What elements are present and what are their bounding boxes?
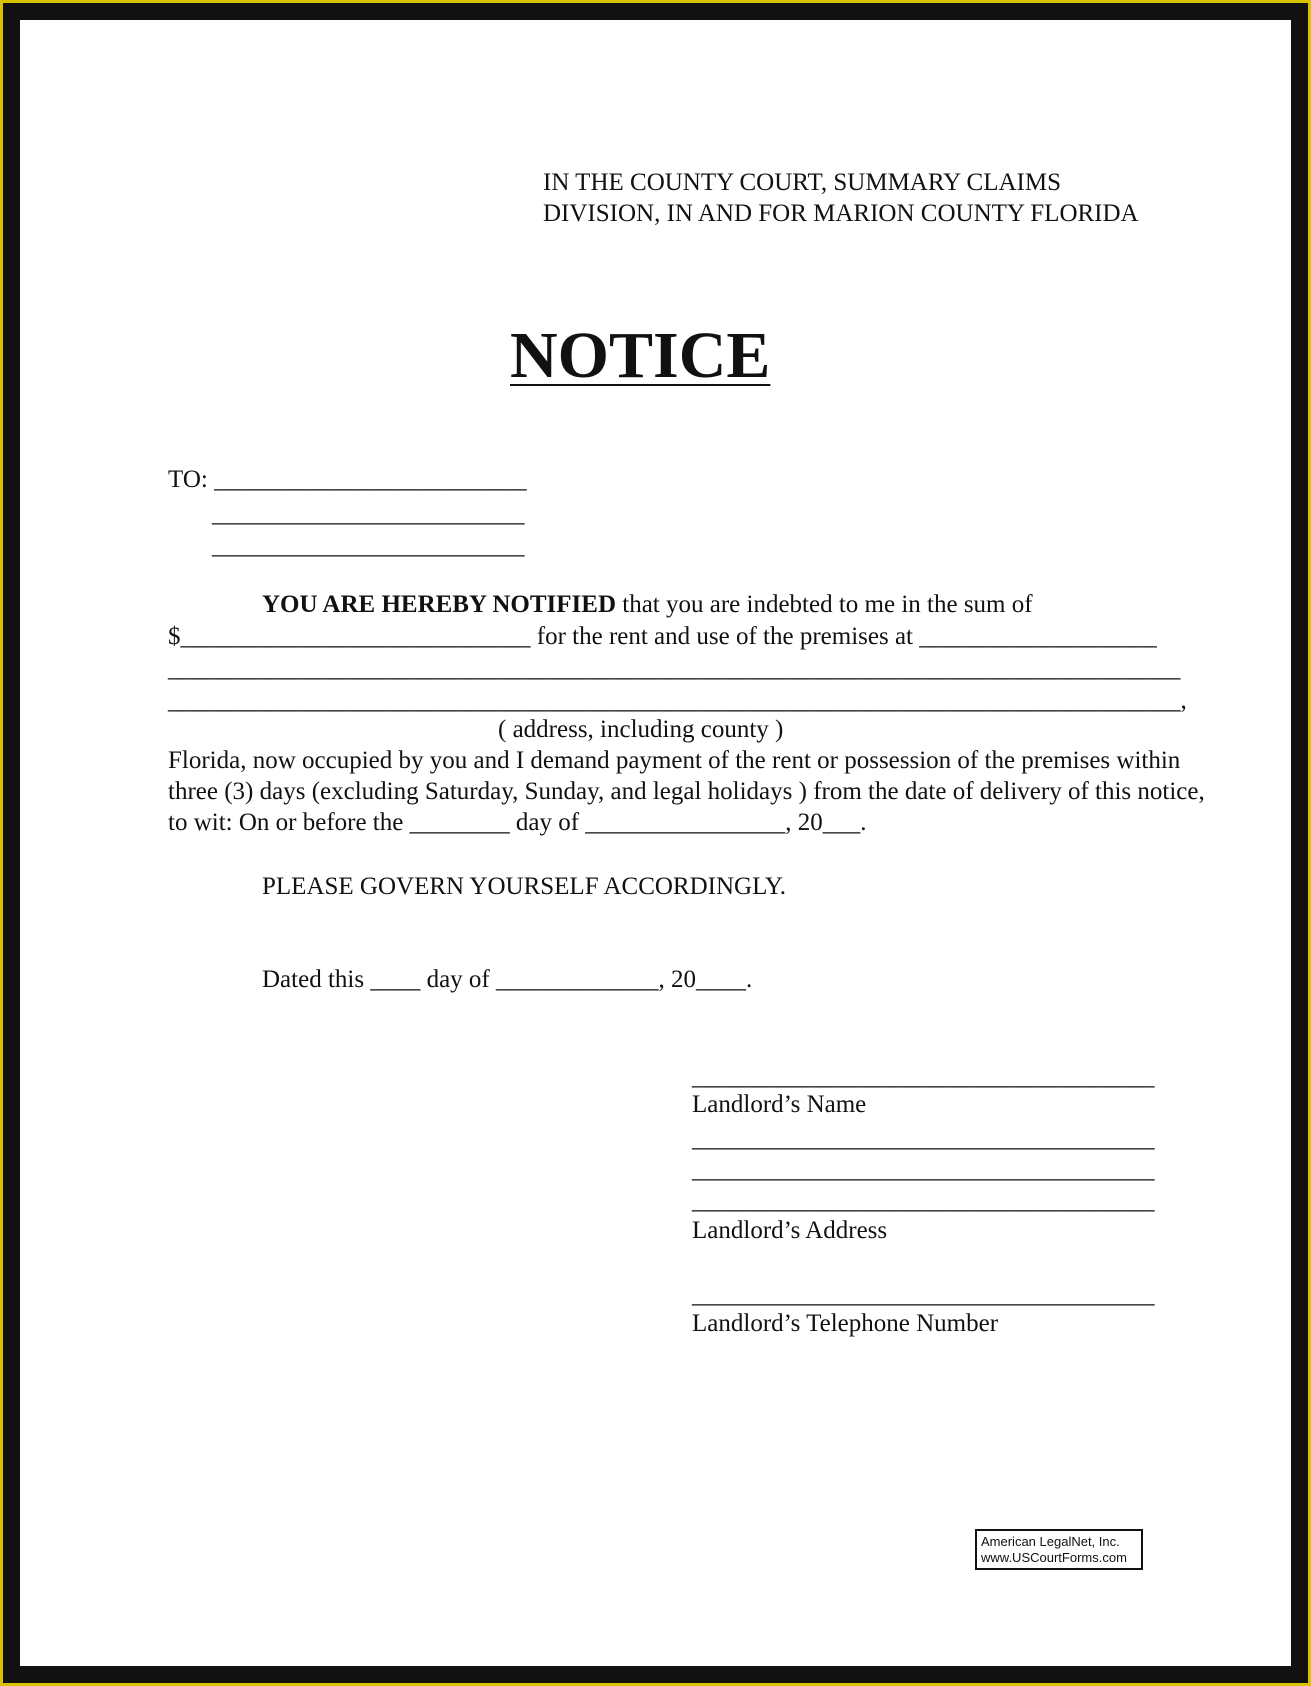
document-page — [20, 20, 1291, 1666]
publisher-website: www.USCourtForms.com — [981, 1550, 1127, 1565]
govern-statement: PLEASE GOVERN YOURSELF ACCORDINGLY. — [262, 873, 786, 900]
landlord-name-label: Landlord’s Name — [692, 1091, 867, 1118]
demand-paragraph-line-3: to wit: On or before the ________ day of ________________, 20___. — [168, 809, 867, 836]
landlord-phone-label: Landlord’s Telephone Number — [692, 1310, 999, 1337]
court-header-line-2: DIVISION, IN AND FOR MARION COUNTY FLORIDA — [543, 200, 1139, 227]
landlord-address-line-1: _____________________________________ — [692, 1125, 1155, 1152]
to-field-line-1: TO: _________________________ — [168, 466, 527, 493]
landlord-address-label: Landlord’s Address — [692, 1217, 888, 1244]
court-header-line-1: IN THE COUNTY COURT, SUMMARY CLAIMS — [543, 169, 1061, 196]
sum-line: $____________________________ for the rent and use of the premises at ___________________ — [168, 623, 1157, 650]
landlord-phone-line: _____________________________________ — [692, 1281, 1155, 1308]
dated-line: Dated this ____ day of _____________, 20____. — [262, 966, 753, 993]
to-field-line-2: _________________________ — [212, 500, 525, 527]
landlord-address-line-2: _____________________________________ — [692, 1156, 1155, 1183]
notice-paragraph-first-line — [262, 590, 1033, 620]
demand-paragraph-line-2: three (3) days (excluding Saturday, Sunday, and legal holidays ) from the date of delivery of this notice, — [168, 778, 1205, 805]
landlord-address-line-3: _____________________________________ — [692, 1187, 1155, 1214]
publisher-stamp — [975, 1529, 1143, 1570]
landlord-name-line: _____________________________________ — [692, 1063, 1155, 1090]
document-title: NOTICE — [510, 319, 771, 392]
address-caption: ( address, including county ) — [498, 716, 784, 743]
notice-rest: that you are indebted to me in the sum of — [616, 591, 1033, 618]
address-blank-line-2: _________________________________________________________________________________, — [168, 687, 1187, 714]
notice-bold-phrase: YOU ARE HEREBY NOTIFIED — [262, 591, 616, 618]
address-blank-line-1: _________________________________________________________________________________ — [168, 655, 1181, 682]
to-field-line-3: _________________________ — [212, 532, 525, 559]
publisher-name: American LegalNet, Inc. — [981, 1534, 1120, 1549]
demand-paragraph-line-1: Florida, now occupied by you and I demand payment of the rent or possession of the premises within — [168, 747, 1181, 774]
